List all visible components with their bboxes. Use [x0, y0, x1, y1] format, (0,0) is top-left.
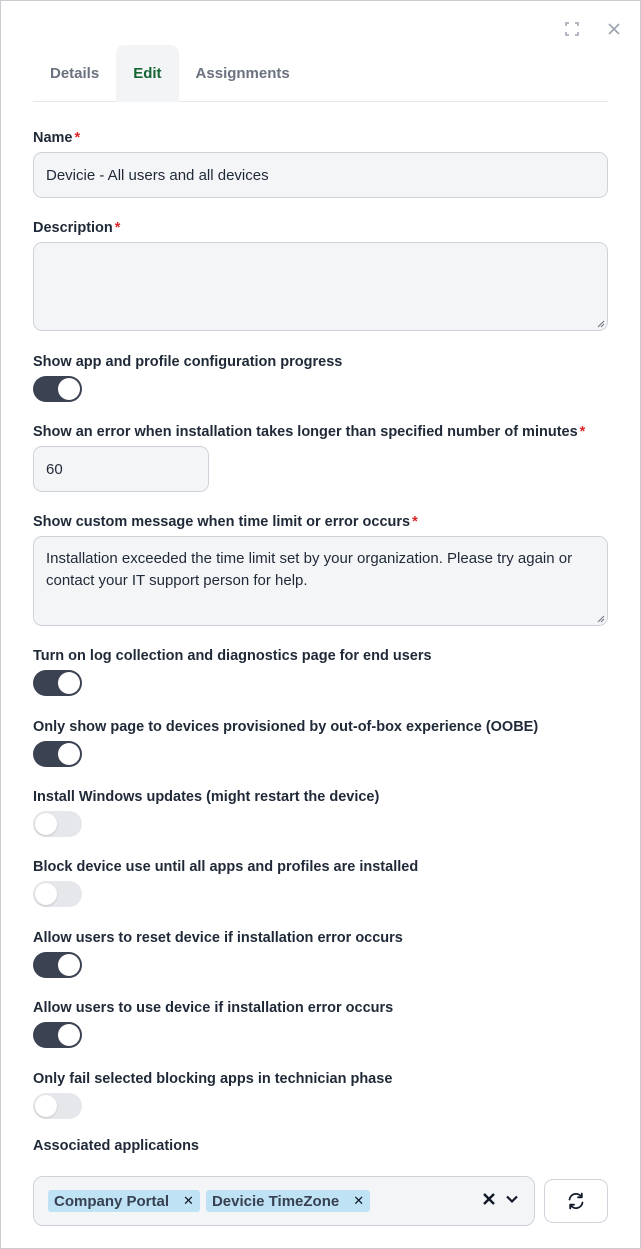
description-label: Description * [33, 220, 121, 236]
name-label: Name * [33, 130, 81, 146]
log-collection-label: Turn on log collection and diagnostics page for end users [33, 648, 432, 664]
toggle-knob [35, 813, 57, 835]
chip-label: Company Portal [54, 1192, 170, 1210]
fail-blocking-apps-toggle[interactable] [33, 1093, 82, 1119]
oobe-only-label: Only show page to devices provisioned by out-of-box experience (OOBE) [33, 719, 539, 735]
refresh-button[interactable] [544, 1179, 608, 1223]
timeout-label: Show an error when installation takes longer than specified number of minutes * [33, 424, 586, 440]
required-marker: * [114, 220, 121, 236]
app-chip [48, 1190, 200, 1212]
toggle-knob [35, 883, 57, 905]
chevron-down-icon[interactable] [504, 1191, 520, 1212]
required-marker: * [74, 130, 81, 146]
windows-updates-label: Install Windows updates (might restart the device) [33, 789, 380, 805]
app-chip [206, 1190, 370, 1212]
tab-details[interactable]: Details [50, 65, 100, 82]
select-controls [482, 1191, 520, 1212]
custom-message-textarea[interactable]: Installation exceeded the time limit set by your organization. Please try again or contact your IT support person for help. [33, 536, 608, 626]
window-controls [564, 21, 622, 37]
allow-use-label: Allow users to use device if installation error occurs [33, 1000, 394, 1016]
clear-icon[interactable] [482, 1192, 496, 1211]
log-collection-toggle[interactable] [33, 670, 82, 696]
show-progress-label: Show app and profile configuration progress [33, 354, 343, 370]
resize-grip-icon[interactable] [596, 614, 605, 623]
timeout-input[interactable]: 60 [33, 446, 209, 492]
resize-grip-icon[interactable] [596, 319, 605, 328]
required-marker: * [579, 424, 586, 440]
associated-apps-label: Associated applications [33, 1138, 199, 1154]
chip-label: Devicie TimeZone [211, 1192, 340, 1210]
custom-message-label: Show custom message when time limit or error occurs * [33, 514, 418, 530]
allow-use-toggle[interactable] [33, 1022, 82, 1048]
windows-updates-toggle[interactable] [33, 811, 82, 837]
show-progress-toggle[interactable] [33, 376, 82, 402]
tab-edit[interactable]: Edit [116, 45, 178, 102]
oobe-only-toggle[interactable] [33, 741, 82, 767]
toggle-knob [58, 1024, 80, 1046]
description-textarea[interactable] [33, 242, 608, 331]
refresh-icon [566, 1191, 586, 1211]
tab-bar [33, 45, 608, 102]
required-marker: * [412, 514, 418, 530]
toggle-knob [58, 743, 80, 765]
toggle-knob [58, 378, 80, 400]
remove-chip-icon[interactable]: ✕ [353, 1193, 365, 1208]
allow-reset-toggle[interactable] [33, 952, 82, 978]
associated-apps-select[interactable] [33, 1176, 535, 1226]
tab-assignments[interactable]: Assignments [195, 65, 290, 82]
toggle-knob [58, 954, 80, 976]
close-icon[interactable] [606, 21, 622, 37]
name-input[interactable]: Devicie - All users and all devices [33, 152, 608, 198]
fail-blocking-apps-label: Only fail selected blocking apps in technician phase [33, 1071, 393, 1087]
toggle-knob [35, 1095, 57, 1117]
block-device-toggle[interactable] [33, 881, 82, 907]
remove-chip-icon[interactable]: ✕ [183, 1193, 194, 1208]
toggle-knob [58, 672, 80, 694]
expand-icon[interactable] [564, 21, 580, 37]
block-device-label: Block device use until all apps and profiles are installed [33, 859, 419, 875]
allow-reset-label: Allow users to reset device if installation error occurs [33, 930, 403, 946]
